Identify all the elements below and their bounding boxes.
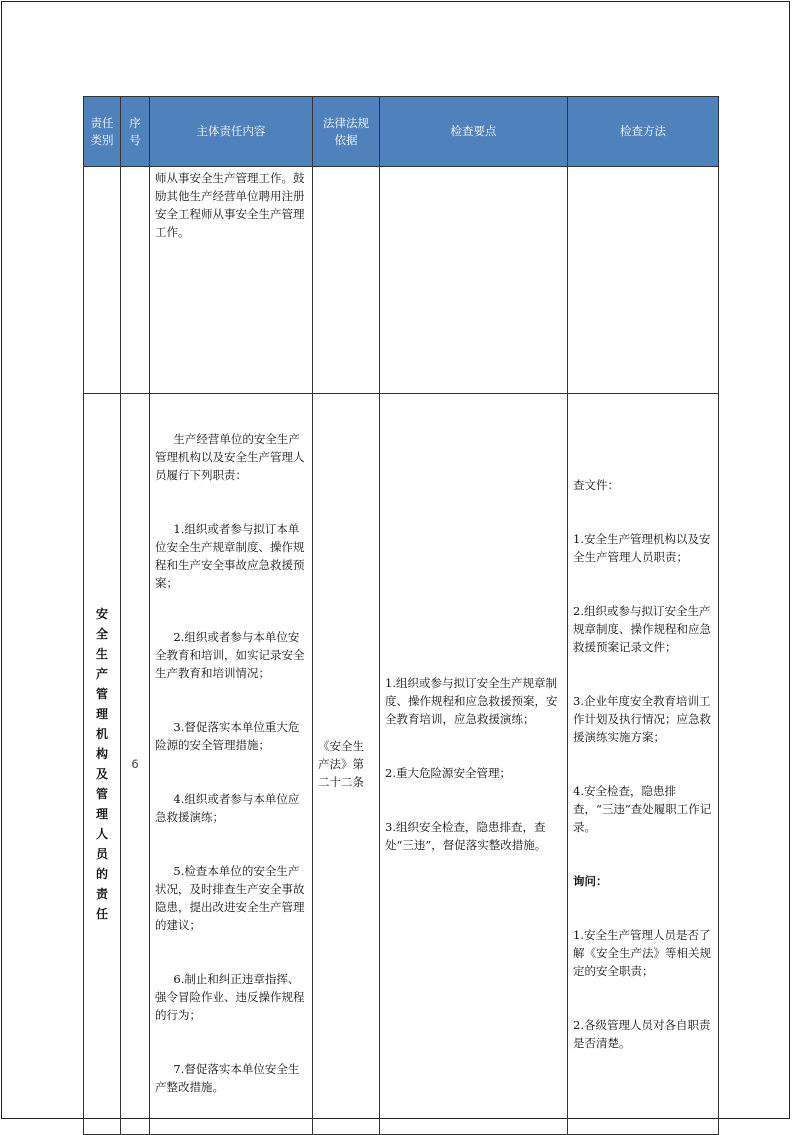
header-method: 检查方法 (568, 97, 719, 167)
row2-index: 6 (121, 394, 150, 1135)
header-content: 主体责任内容 (150, 97, 313, 167)
header-category: 责任类别 (84, 97, 121, 167)
header-index: 序号 (121, 97, 150, 167)
header-legal: 法律法规依据 (313, 97, 380, 167)
table-row (84, 167, 719, 394)
responsibility-table (83, 96, 719, 1135)
header-points: 检查要点 (380, 97, 568, 167)
table-header-row (84, 97, 719, 167)
row1-index (121, 167, 150, 394)
row2-content: 生产经营单位的安全生产管理机构以及安全生产管理人员履行下列职责： 1.组织或者参与拟订本单位安全生产规章制度、操作规程和生产安全事故应急救援预案； 2.组织或者参与本单位安全教育和培训，如实记录安全生产教育和培训情况； 3.督促落实本单位重大危险源的安全管理措施； 4.组织或者参与本单位应急救援演练； 5.检查本单位的安全生产状况，及时排查生产安全事故隐患，提出改进安全生产管理的建议； 6.制止和纠正违章指挥、强令冒险作业、违反操作规程的行为； 7.督促落实本单位安全生产整改措施。 (150, 394, 313, 1135)
row2-points: 1.组织或参与拟订安全生产规章制度、操作规程和应急救援预案，安全教育培训，应急救援演练； 2.重大危险源安全管理； 3.组织安全检查，隐患排查，查处“三违”，督促落实整改措施。 (380, 394, 568, 1135)
row1-category (84, 167, 121, 394)
row2-method: 查文件： 1.安全生产管理机构以及安全生产管理人员职责； 2.组织或参与拟订安全生产规章制度、操作规程和应急救援预案记录文件； 3.企业年度安全教育培训工作计划及执行情况；应急救援演练实施方案； 4.安全检查，隐患排查，“三违”查处履职工作记录。 询问： 1.安全生产管理人员是否了解《安全生产法》等相关规定的安全职责； 2.各级管理人员对各自职责是否清楚。 (568, 394, 719, 1135)
row1-legal (313, 167, 380, 394)
row2-category: 安全生产管理机构及管理人员的责任 (84, 394, 121, 1135)
table-row (84, 394, 719, 1135)
row1-content: 师从事安全生产管理工作。鼓励其他生产经营单位聘用注册安全工程师从事安全生产管理工作。 (150, 167, 313, 394)
row1-points (380, 167, 568, 394)
row2-legal: 《安全生产法》第二十二条 (313, 394, 380, 1135)
row1-method (568, 167, 719, 394)
